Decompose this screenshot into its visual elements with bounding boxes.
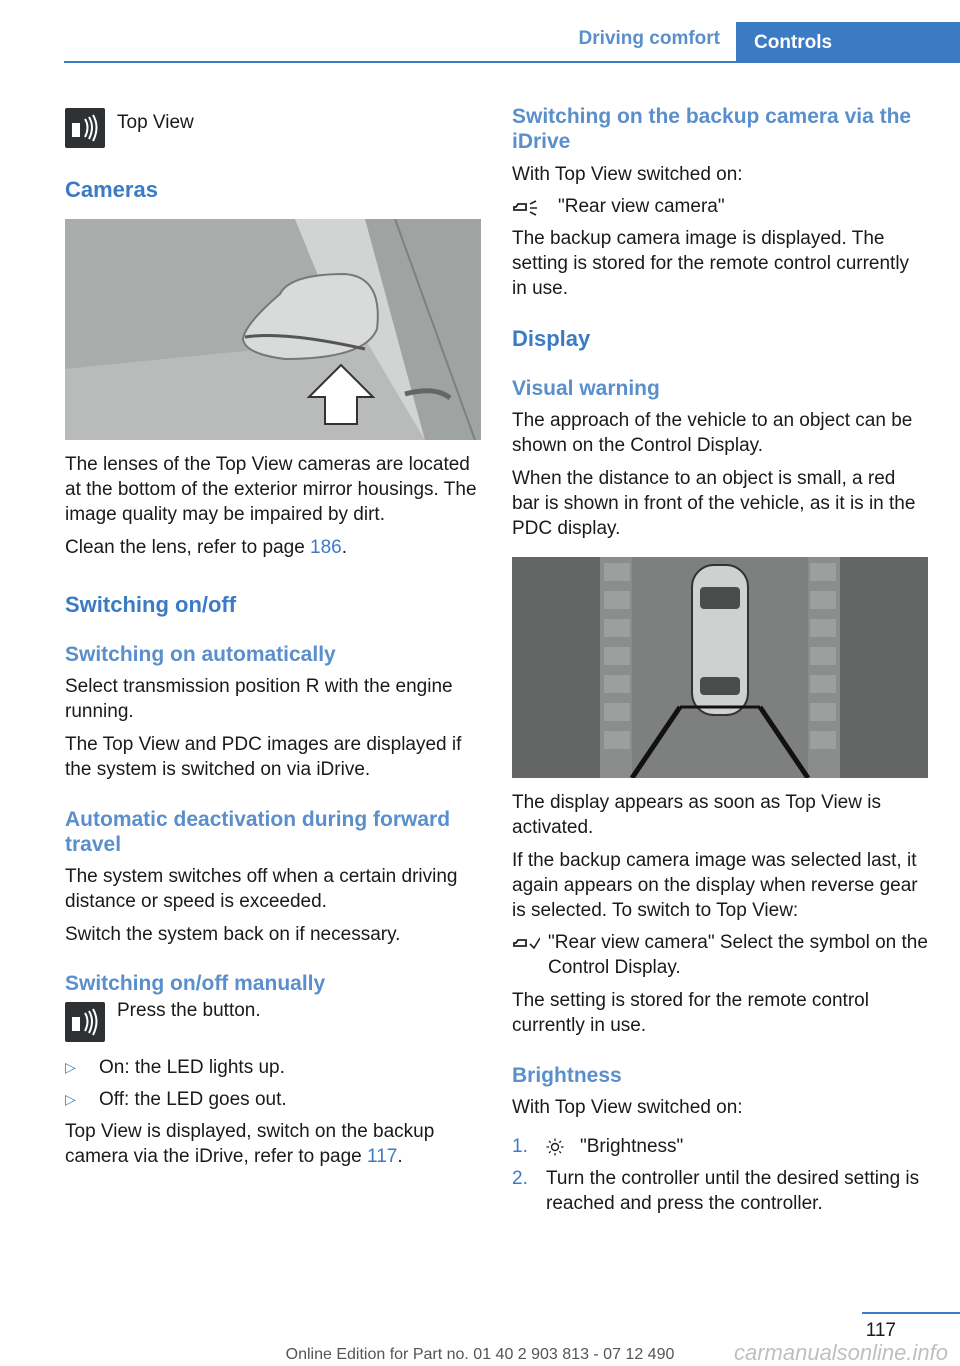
sun-icon (546, 1134, 574, 1159)
mirror-camera-photo (65, 219, 481, 440)
triangle-bullet-icon: ▷ (65, 1059, 76, 1075)
deactivation-heading: Automatic deactivation during forward travel (65, 808, 451, 856)
list-item (65, 1087, 481, 1112)
rear-select-line (512, 930, 928, 980)
with-topview-text: With Top View switched on: (512, 164, 743, 185)
display-paragraph-3: The setting is stored for the remote control currently in use. (512, 990, 869, 1036)
footer-rule (862, 1312, 960, 1314)
backup-heading: Switching on the backup camera via the iDrive (512, 105, 912, 153)
display-paragraph-1: The display appears as soon as Top View is activated. (512, 792, 881, 838)
press-button-row (65, 1002, 481, 1042)
rear-view-camera-line (512, 194, 928, 219)
backup-paragraph: The backup camera image is displayed. The setting is stored for the remote control currently in use. (512, 228, 910, 299)
brightness-heading: Brightness (512, 1064, 622, 1087)
step-number: 1. (512, 1136, 528, 1157)
rear-camera-icon (512, 196, 546, 218)
step-text: "Brightness" (580, 1136, 684, 1157)
manual-heading: Switching on/off manually (65, 972, 326, 995)
bullet-text: Off: the LED goes out. (99, 1089, 287, 1110)
list-item (512, 1134, 928, 1159)
left-column (65, 100, 481, 1169)
chapter-tab[interactable]: Controls (736, 22, 960, 62)
visual-paragraph-2: When the distance to an object is small, a red bar is shown in front of the vehicle, as it is in the PDC display. (512, 468, 916, 539)
switching-heading: Switching on/off (65, 592, 237, 617)
step-number: 2. (512, 1168, 528, 1189)
auto-heading: Switching on automatically (65, 643, 336, 666)
rear-camera-select-icon (512, 932, 540, 954)
deactivation-paragraph-1: The system switches off when a certain driving distance or speed is exceeded. (65, 866, 458, 912)
rear-select-text: "Rear view camera" Select the symbol on the Control Display. (548, 932, 928, 978)
topview-suffix: . (397, 1146, 403, 1167)
auto-paragraph-1: Select transmission position R with the engine running. (65, 676, 453, 722)
with-topview-text-2: With Top View switched on: (512, 1097, 743, 1118)
clean-lens-suffix: . (341, 537, 348, 558)
cameras-paragraph: The lenses of the Top View cameras are located at the bottom of the exterior mirror housings. The image quality may be impaired by dirt. (65, 454, 477, 525)
watermark: carmanualsonline.info (733, 1340, 948, 1365)
display-heading: Display (512, 326, 591, 351)
header-rule (64, 61, 960, 63)
bullet-text: On: the LED lights up. (99, 1057, 285, 1078)
topview-paragraph (65, 1119, 481, 1169)
list-item (512, 1166, 928, 1216)
triangle-bullet-icon: ▷ (65, 1091, 76, 1107)
right-column (512, 104, 928, 1216)
section-tab[interactable]: Driving comfort (578, 28, 720, 49)
page-header (0, 0, 960, 62)
list-item (65, 1055, 481, 1080)
topview-button-icon-2 (65, 1002, 105, 1042)
visual-warning-heading: Visual warning (512, 377, 660, 400)
cameras-heading: Cameras (65, 177, 158, 202)
rear-view-camera-label: "Rear view camera" (558, 196, 725, 217)
topview-text: Top View is displayed, switch on the backup camera via the iDrive, refer to page (65, 1121, 435, 1167)
edition-text: Online Edition for Part no. 01 40 2 903 813 - 07 12 490 (285, 1346, 675, 1363)
visual-paragraph-1: The approach of the vehicle to an object can be shown on the Control Display. (512, 410, 913, 456)
topview-display-image (512, 557, 928, 778)
press-button-text: Press the button. (117, 1000, 261, 1021)
page-link-186[interactable]: 186 (310, 537, 342, 558)
auto-paragraph-2: The Top View and PDC images are displayed if the system is switched on via iDrive. (65, 734, 462, 780)
step-text: Turn the controller until the desired setting is reached and press the controller. (546, 1168, 920, 1214)
page-footer (0, 1312, 960, 1365)
clean-lens-paragraph (65, 535, 481, 560)
topview-button-icon (65, 108, 105, 148)
page-number: 117 (865, 1320, 896, 1341)
brightness-steps (512, 1134, 928, 1216)
topview-button-row (65, 108, 481, 148)
clean-lens-text: Clean the lens, refer to page (65, 537, 311, 558)
display-paragraph-2: If the backup camera image was selected last, it again appears on the display when reverse gear is selected. To switch to Top View: (512, 850, 918, 921)
deactivation-paragraph-2: Switch the system back on if necessary. (65, 924, 401, 945)
led-list (65, 1055, 481, 1112)
topview-label: Top View (117, 112, 194, 133)
page-link-117[interactable]: 117 (367, 1146, 398, 1167)
